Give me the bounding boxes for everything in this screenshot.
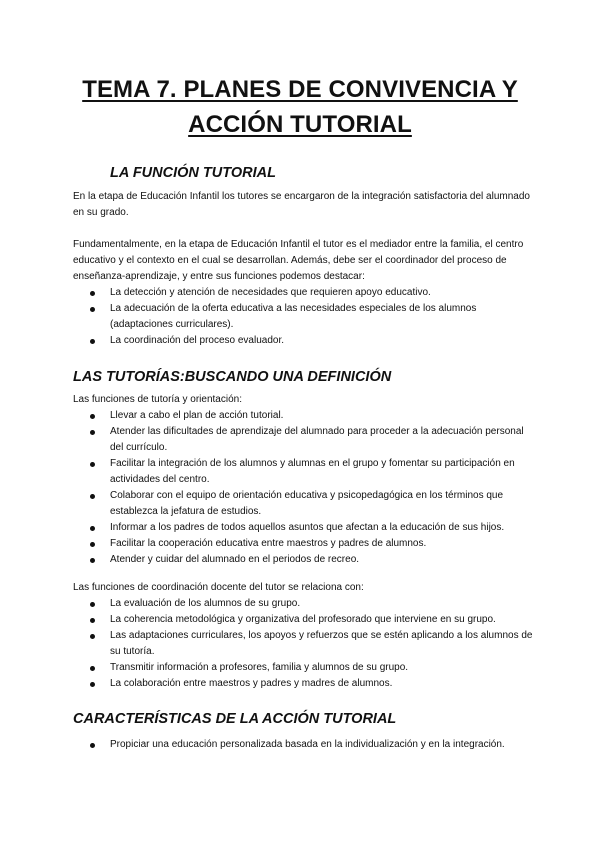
list-item: La detección y atención de necesidades que requieren apoyo educativo. [73,285,535,301]
list-item: Facilitar la integración de los alumnos y alumnas en el grupo y fomentar su participación en actividades del centro. [73,456,535,488]
paragraph-intro: En la etapa de Educación Infantil los tutores se encargaron de la integración satisfactoria del alumnado en su grado. [73,191,530,218]
section-heading-funcion-tutorial: LA FUNCIÓN TUTORIAL [110,165,276,181]
paragraph-funciones-tutoria: Las funciones de tutoría y orientación: [73,394,242,405]
list-item: Transmitir información a profesores, familia y alumnos de su grupo. [73,660,535,676]
list-item: Facilitar la cooperación educativa entre maestros y padres de alumnos. [73,536,535,552]
list-item: La coordinación del proceso evaluador. [73,333,535,349]
list-item: La coherencia metodológica y organizativa del profesorado que interviene en su grupo. [73,612,535,628]
list-item: Informar a los padres de todos aquellos asuntos que afectan a la educación de sus hijos. [73,520,535,536]
paragraph-mediador: Fundamentalmente, en la etapa de Educación Infantil el tutor es el mediador entre la familia, el centro educativo y el contexto en el cual se desarrollan. Además, debe ser el coordinador del proceso de enseñanza-aprendizaje, y entre sus funciones podemos destacar: [73,239,524,282]
section-heading-caracteristicas: CARACTERÍSTICAS DE LA ACCIÓN TUTORIAL [73,711,397,727]
page-title-line-1: TEMA 7. PLANES DE CONVIVENCIA Y [82,76,518,103]
list-caracteristicas [73,737,535,753]
list-item: Las adaptaciones curriculares, los apoyos y refuerzos que se estén aplicando a los alumnos de su tutoría. [73,628,535,660]
list-item: La adecuación de la oferta educativa a las necesidades especiales de los alumnos (adaptaciones curriculares). [73,301,535,333]
list-funciones-tutor [73,285,535,349]
list-item: La colaboración entre maestros y padres y madres de alumnos. [73,676,535,692]
list-item: La evaluación de los alumnos de su grupo. [73,596,535,612]
paragraph-coordinacion-docente: Las funciones de coordinación docente del tutor se relaciona con: [73,582,364,593]
list-item: Propiciar una educación personalizada basada en la individualización y en la integración. [73,737,535,753]
section-heading-tutorias: LAS TUTORÍAS:BUSCANDO UNA DEFINICIÓN [73,369,392,385]
list-item: Atender las dificultades de aprendizaje del alumnado para proceder a la adecuación personal del currículo. [73,424,535,456]
list-item: Atender y cuidar del alumnado en el periodos de recreo. [73,552,535,568]
list-funciones-tutoria [73,408,535,568]
list-coordinacion-docente [73,596,535,692]
page-title-line-2: ACCIÓN TUTORIAL [188,111,412,138]
list-item: Llevar a cabo el plan de acción tutorial. [73,408,535,424]
list-item: Colaborar con el equipo de orientación educativa y psicopedagógica en los términos que establezca la jefatura de estudios. [73,488,535,520]
